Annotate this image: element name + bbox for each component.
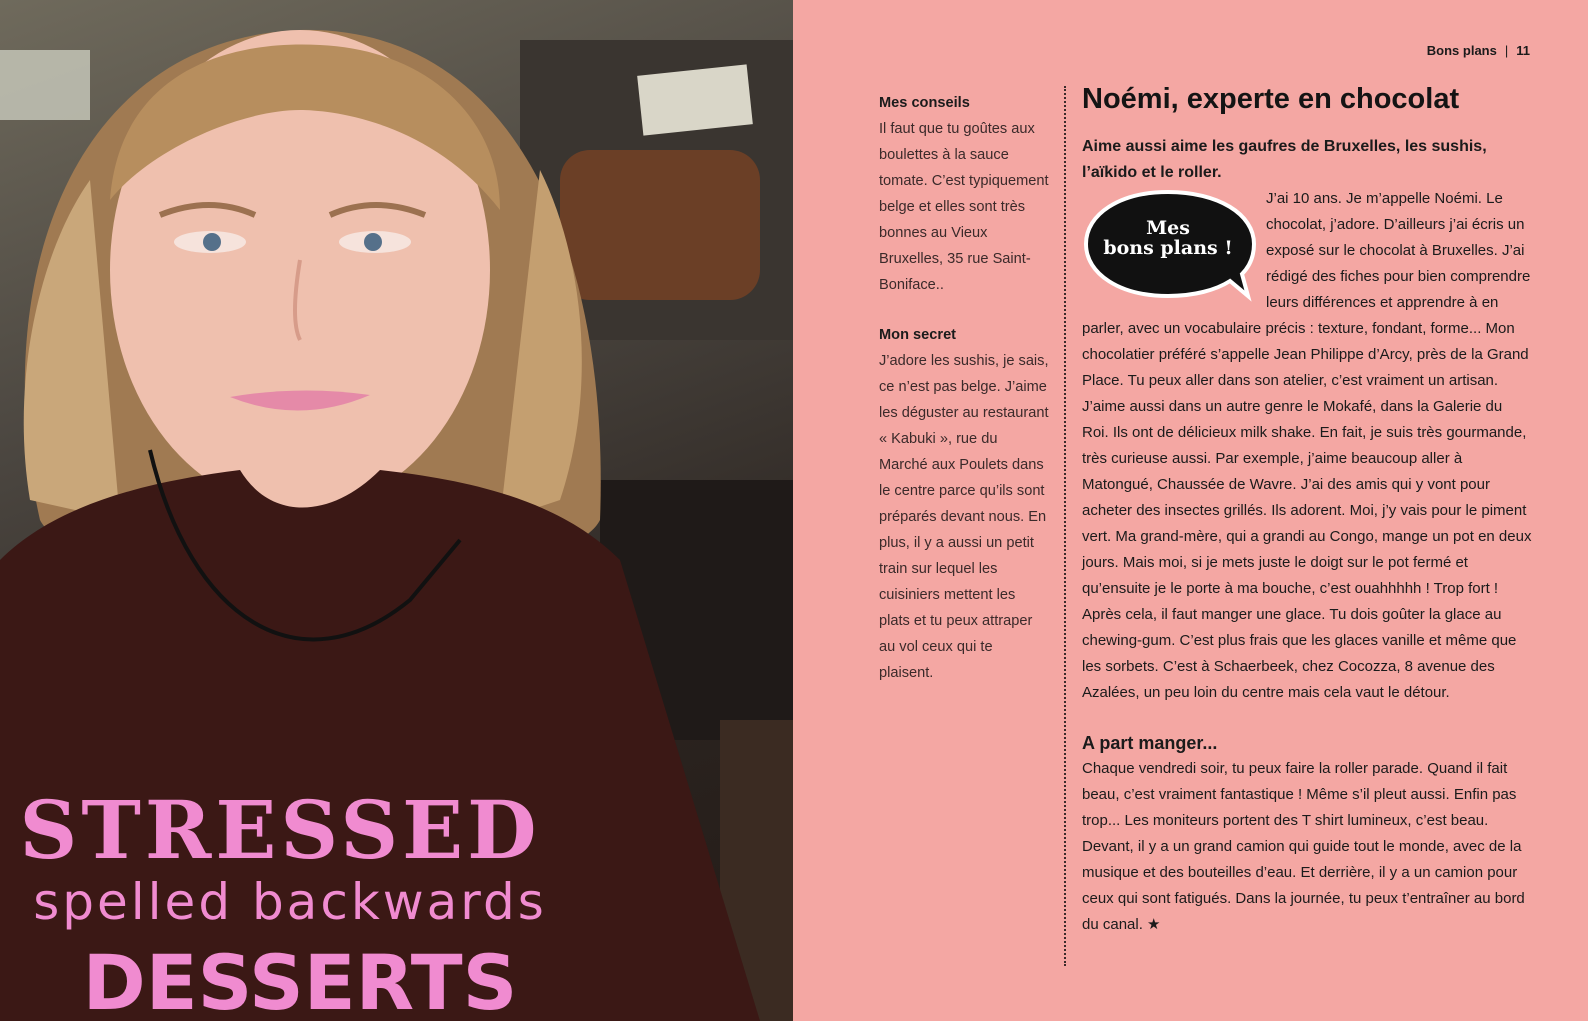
portrait-photo [0,0,793,1021]
shirt-print-line-3: DESSERTS [82,938,518,1021]
running-head [1427,43,1530,58]
shirt-print-line-1: STRESSED [19,783,541,877]
separator: | [1504,43,1509,58]
speech-bubble [1082,186,1260,306]
bubble-line-2: bons plans ! [1103,237,1233,259]
speech-bubble-text [1082,218,1254,258]
section-name: Bons plans [1426,43,1497,58]
article-title: Noémi, experte en chocolat [1082,83,1460,115]
shirt-print-line-2: spelled backwards [33,873,547,931]
secret-block [879,322,1049,686]
secret-text: J’adore les sushis, je sais, ce n’est pas belge. J’aime les déguster au restaurant « Kabuki », rue du Marché aux Poulets dans le centre parce qu’ils sont préparés devant nous. En plus, il y a aussi un petit train sur lequel les cuisiniers mettent les plats et tu peux attraper au vol ceux qui te plaisent. [879,353,1049,681]
article-body: J’ai 10 ans. Je m’appelle Noémi. Le chocolat, j’adore. D’ailleurs j’ai écris un exposé sur le chocolat à Bruxelles. J’ai rédigé des fiches pour bien comprendre leurs différences et apprendre à en parler, avec un vocabulaire précis : texture, fondant, forme... Mon chocolatier préféré s’appelle Jean Philippe d’Arcy, près de la Grand Place. Tu peux aller dans son atelier, c’est vraiment un artisan. J’aime aussi dans un autre genre le Mokafé, dans la Galerie du Roi. Ils ont de délicieux milk shake. En fait, je suis très gourmande, très curieuse aussi. Par exemple, j’aime beaucoup aller à Matongué, Chaussée de Wavre. J’ai des amis qui y vont pour acheter des insectes grillés. Ils adorent. Moi, j’y vais pour le piment vert. Ma grand-mère, qui a grandi au Congo, mange un pot en deux jours. Mais moi, si je mets juste le doigt sur le pot fermé et qu’ensuite je le porte à ma bouche, c’est ouahhhhh ! Trop fort ! Après cela, il faut manger une glace. Tu dois goûter la glace au chewing-gum. C’est plus frais que les glaces vanille et même que les sorbets. C’est à Schaerbeek, chez Cocozza, 8 avenue des Azalées, un peu loin du centre mais cela vaut le détour. [1082,190,1532,701]
section-title: A part manger... [1082,733,1218,753]
page-number: 11 [1516,43,1530,58]
secret-title: Mon secret [879,327,957,343]
sidebar [879,90,1049,686]
section-body: Chaque vendredi soir, tu peux faire la roller parade. Quand il fait beau, c’est vraiment fantastique ! Même s’il pleut aussi. Enfin pas trop... Les moniteurs portent des T shirt lumineux, c’est beau. Devant, il y a un grand camion qui guide tout le monde, avec de la musique et des bouteilles d’eau. Et derrière, il y a un camion pour ceux qui sont fatigués. Dans la journée, tu peux t’entraîner au bord du canal. ★ [1082,760,1525,933]
article [1082,80,1532,938]
dotted-divider [1064,86,1066,966]
conseils-title: Mes conseils [879,95,970,111]
conseils-block [879,90,1049,298]
article-lead: Aime aussi aime les gaufres de Bruxelles, les sushis, l’aïkido et le roller. [1082,138,1487,181]
bubble-line-1: Mes [1146,217,1190,239]
conseils-text: Il faut que tu goûtes aux boulettes à la sauce tomate. C’est typiquement belge et elles sont très bonnes au Vieux Bruxelles, 35 rue Saint-Boniface.. [879,121,1049,293]
